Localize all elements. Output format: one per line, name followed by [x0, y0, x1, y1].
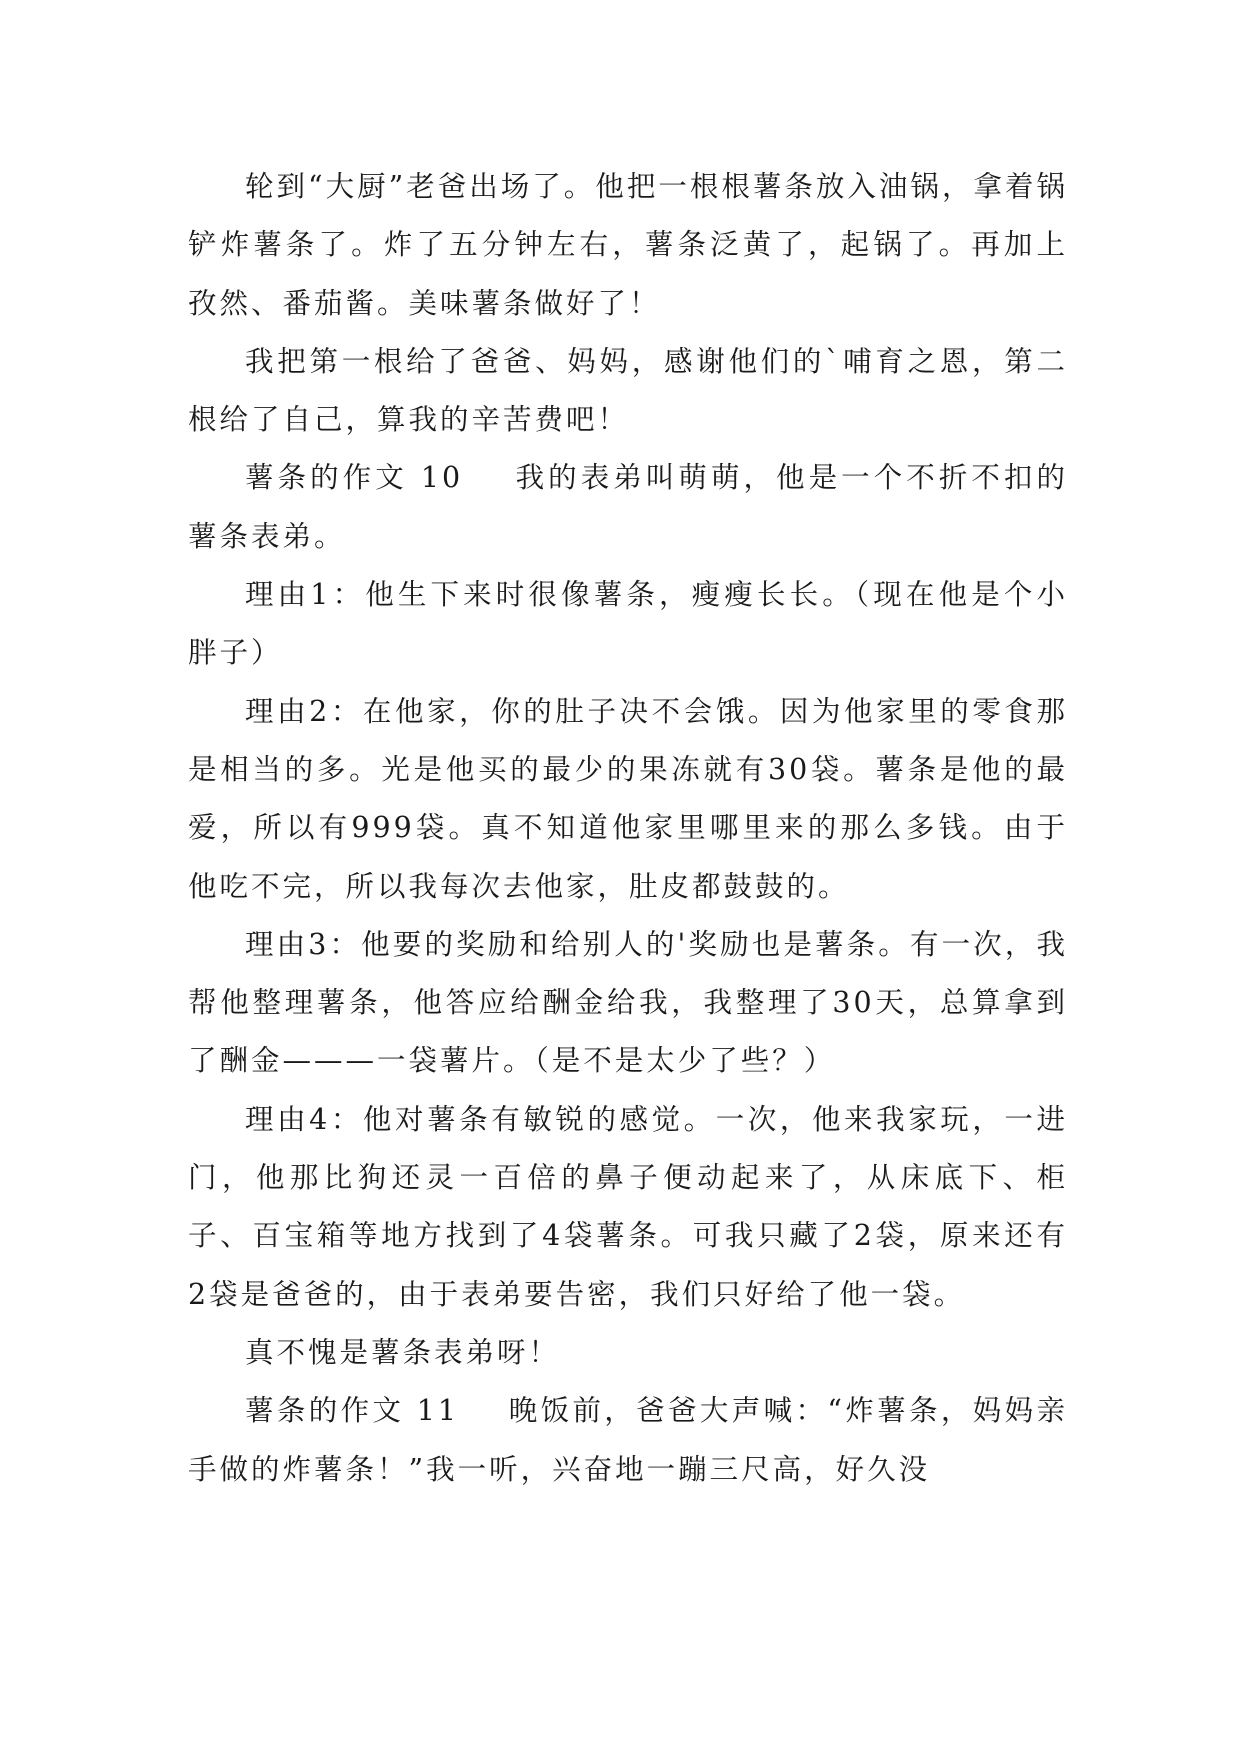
paragraph: 理由1：他生下来时很像薯条，瘦瘦长长。（现在他是个小胖子） — [188, 578, 1068, 670]
paragraph: 理由2：在他家，你的肚子决不会饿。因为他家里的零食那是相当的多。光是他买的最少的果冻就有30袋。薯条是他的最爱，所以有999袋。真不知道他家里哪里来的那么多钱。由于他吃不完，所以我每次去他家，肚皮都鼓鼓的。 — [188, 694, 1068, 903]
paragraph: 轮到“大厨”老爸出场了。他把一根根薯条放入油锅，拿着锅铲炸薯条了。炸了五分钟左右，薯条泛黄了，起锅了。再加上孜然、番茄酱。美味薯条做好了！ — [188, 170, 1068, 320]
paragraph: 我把第一根给了爸爸、妈妈，感谢他们的`哺育之恩，第二根给了自己，算我的辛苦费吧！ — [188, 344, 1068, 437]
paragraph: 薯条的作文 11 晚饭前，爸爸大声喊：“炸薯条，妈妈亲手做的炸薯条！”我一听，兴奋地一蹦三尺高，好久没 — [188, 1394, 1068, 1486]
paragraph: 理由4：他对薯条有敏锐的感觉。一次，他来我家玩，一进门，他那比狗还灵一百倍的鼻子便动起来了，从床底下、柜子、百宝箱等地方找到了4袋薯条。可我只藏了2袋，原来还有2袋是爸爸的，由于表弟要告密，我们只好给了他一袋。 — [188, 1102, 1068, 1311]
document-body — [188, 158, 1068, 1499]
paragraph: 真不愧是薯条表弟呀！ — [245, 1335, 561, 1369]
paragraph: 薯条的作文 10 我的表弟叫萌萌，他是一个不折不扣的薯条表弟。 — [188, 461, 1068, 553]
paragraph: 理由3：他要的奖励和给别人的'奖励也是薯条。有一次，我帮他整理薯条，他答应给酬金给我，我整理了30天，总算拿到了酬金———一袋薯片。（是不是太少了些？） — [188, 927, 1068, 1078]
